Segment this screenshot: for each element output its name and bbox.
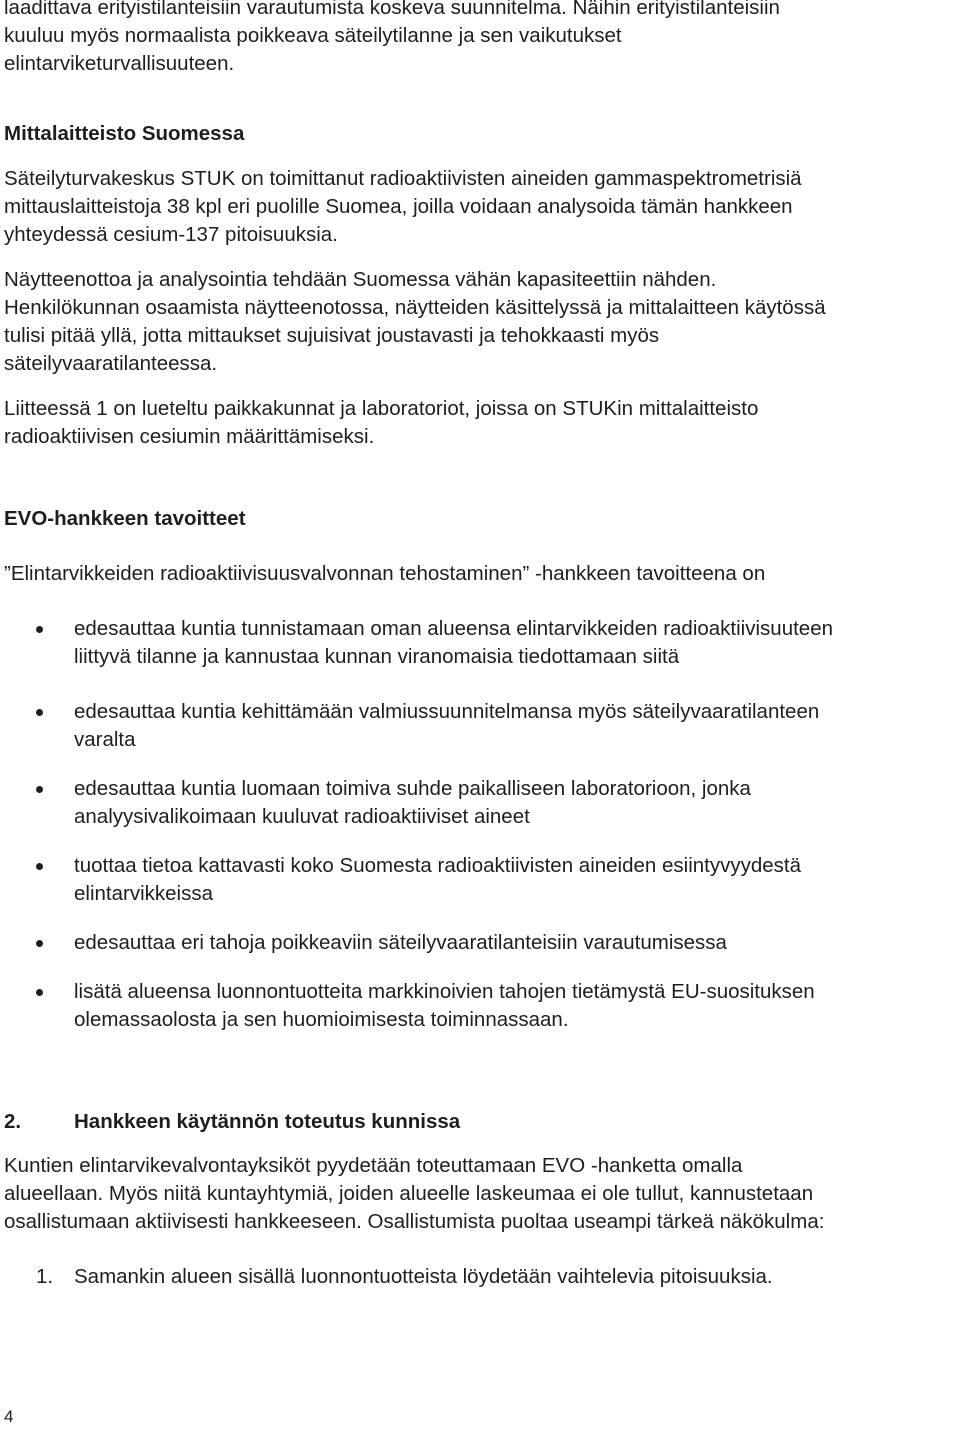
mittalaitteisto-paragraph-3	[4, 395, 958, 451]
section-heading-mittalaitteisto: Mittalaitteisto Suomessa	[4, 122, 245, 145]
text-line: tulisi pitää yllä, jotta mittaukset sujuisivat joustavasti ja tehokkaasti myös	[4, 324, 660, 347]
intro-line: laadittava erityistilanteisiin varautumista koskeva suunnitelma. Näihin erityistilanteisiin	[4, 0, 780, 19]
bullet-icon	[36, 989, 43, 996]
page-number: 4	[4, 1407, 14, 1426]
text-line: Henkilökunnan osaamista näytteenotossa, näytteiden käsittelyssä ja mittalaitteen käytössä	[4, 296, 826, 319]
bullet-icon	[36, 709, 43, 716]
section-2-paragraph	[4, 1152, 958, 1236]
section-heading-evo: EVO-hankkeen tavoitteet	[4, 507, 246, 530]
section-heading-2	[4, 1108, 958, 1136]
text-line: edesauttaa eri tahoja poikkeaviin säteilyvaaratilanteisiin varautumisessa	[74, 931, 727, 954]
text-line: liittyvä tilanne ja kannustaa kunnan viranomaisia tiedottamaan siitä	[74, 645, 680, 668]
text-line: Säteilyturvakeskus STUK on toimittanut radioaktiivisten aineiden gammaspektrometrisiä	[4, 167, 802, 190]
text-line: edesauttaa kuntia kehittämään valmiussuunnitelmansa myös säteilyvaaratilanteen	[74, 700, 820, 723]
list-number: 1.	[36, 1265, 54, 1288]
list-item	[4, 929, 958, 957]
list-item	[4, 615, 958, 671]
section-title: Hankkeen käytännön toteutus kunnissa	[74, 1110, 461, 1133]
list-item	[4, 698, 958, 754]
text-line: elintarvikkeissa	[74, 882, 213, 905]
text-line: lisätä alueensa luonnontuotteita markkinoivien tahojen tietämystä EU-suosituksen	[74, 980, 815, 1003]
text-line: säteilyvaaratilanteessa.	[4, 352, 218, 375]
mittalaitteisto-paragraph-1	[4, 165, 958, 249]
text-line: edesauttaa kuntia tunnistamaan oman alueensa elintarvikkeiden radioaktiivisuuteen	[74, 617, 833, 640]
list-item	[4, 1263, 958, 1291]
document-page	[4, 0, 958, 1291]
section-number: 2.	[4, 1110, 22, 1133]
text-line: radioaktiivisen cesiumin määrittämiseksi.	[4, 425, 375, 448]
evo-lead-paragraph: ”Elintarvikkeiden radioaktiivisuusvalvonnan tehostaminen” -hankkeen tavoitteena on	[4, 562, 766, 585]
bullet-icon	[36, 863, 43, 870]
bullet-icon	[36, 940, 43, 947]
intro-line: kuuluu myös normaalista poikkeava säteilytilanne ja sen vaikutukset	[4, 24, 622, 47]
list-item	[4, 852, 958, 908]
text-line: yhteydessä cesium-137 pitoisuuksia.	[4, 223, 338, 246]
text-line: mittauslaitteistoja 38 kpl eri puolille Suomea, joilla voidaan analysoida tämän hankkeen	[4, 195, 793, 218]
list-item	[4, 978, 958, 1034]
text-line: analyysivalikoimaan kuuluvat radioaktiiviset aineet	[74, 805, 530, 828]
text-line: alueellaan. Myös niitä kuntayhtymiä, joiden alueelle laskeumaa ei ole tullut, kannustetaan	[4, 1182, 814, 1205]
text-line: Kuntien elintarvikevalvontayksiköt pyydetään toteuttamaan EVO -hanketta omalla	[4, 1154, 743, 1177]
text-line: varalta	[74, 728, 136, 751]
text-line: olemassaolosta ja sen huomioimisesta toiminnassaan.	[74, 1008, 569, 1031]
text-line: Liitteessä 1 on lueteltu paikkakunnat ja laboratoriot, joissa on STUKin mittalaitteisto	[4, 397, 759, 420]
text-line: tuottaa tietoa kattavasti koko Suomesta radioaktiivisten aineiden esiintyvyydestä	[74, 854, 802, 877]
text-line: osallistumaan aktiivisesti hankkeeseen. Osallistumista puoltaa useampi tärkeä näkökulma:	[4, 1210, 825, 1233]
bullet-icon	[36, 626, 43, 633]
evo-goals-list	[4, 615, 958, 1034]
mittalaitteisto-paragraph-2	[4, 266, 958, 378]
intro-line: elintarviketurvallisuuteen.	[4, 52, 235, 75]
intro-paragraph	[4, 0, 958, 78]
section-2-numbered-list	[4, 1263, 958, 1291]
text-line: Näytteenottoa ja analysointia tehdään Suomessa vähän kapasiteettiin nähden.	[4, 268, 717, 291]
list-item	[4, 775, 958, 831]
bullet-icon	[36, 786, 43, 793]
text-line: edesauttaa kuntia luomaan toimiva suhde paikalliseen laboratorioon, jonka	[74, 777, 751, 800]
list-item-text: Samankin alueen sisällä luonnontuotteista löydetään vaihtelevia pitoisuuksia.	[74, 1265, 773, 1288]
